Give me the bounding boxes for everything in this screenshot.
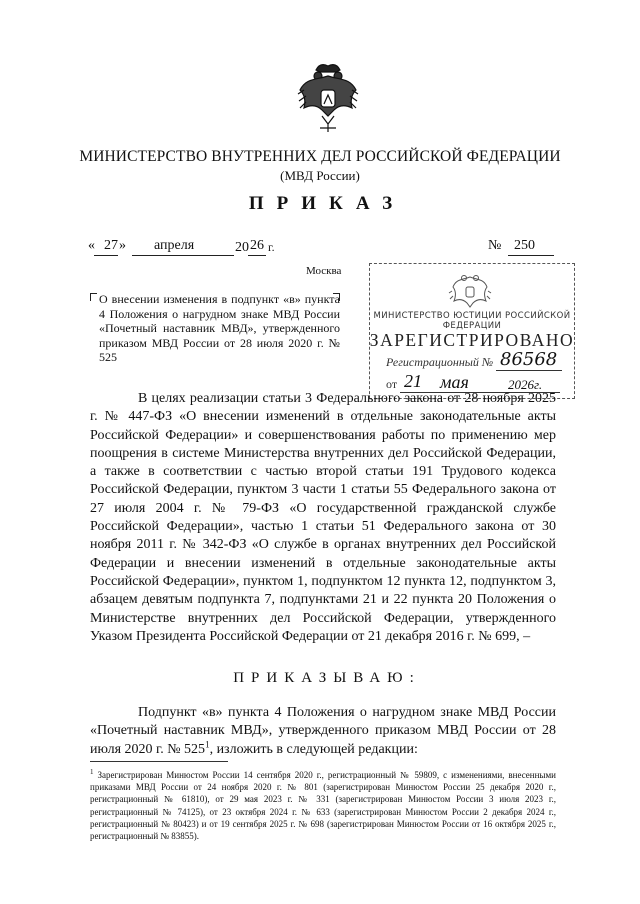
stamp-date-prefix: от: [386, 377, 398, 391]
date-close-quote: »: [119, 238, 126, 253]
footnote-divider: [90, 761, 228, 762]
footnote: [90, 766, 556, 842]
clause-1: [90, 704, 556, 759]
ministry-short-name: (МВД России): [280, 168, 360, 183]
state-emblem-icon: [296, 60, 360, 134]
date-day: 27: [104, 238, 118, 253]
footnote-mark: 1: [90, 768, 94, 776]
decree-heading: ПРИКАЗЫВАЮ:: [233, 670, 421, 686]
stamp-reg-number-label: Регистрационный №: [386, 355, 494, 369]
date-year-suffix: 26: [250, 238, 264, 253]
stamp-registered: ЗАРЕГИСТРИРОВАНО: [369, 330, 575, 350]
date-open-quote: «: [88, 238, 95, 253]
ministry-name: МИНИСТЕРСТВО ВНУТРЕННИХ ДЕЛ РОССИЙСКОЙ ФЕДЕРАЦИИ: [79, 148, 561, 165]
number-value: 250: [514, 238, 535, 253]
eagle-seal-icon: [448, 269, 492, 313]
footnote-text: Зарегистрирован Минюстом России 14 сентября 2020 г., регистрационный № 59809, с изменениями, внесенными приказами МВД России от 24 ноября 2020 г. № 801 (зарегистрирован Минюстом России 25 декабря 2020 г., регистрационный № 61810), от 29 мая 2023 г. № 331 (зарегистрирован Минюстом России 3 июля 2023 г., регистрационный № 74125), от 23 октября 2024 г. № 633 (зарегистрирован Минюстом России 2 декабря 2024 г., регистрационный № 80423) и от 19 сентября 2025 г. № 698 (зарегистрирован Минюстом России от 16 октября 2025 г., регистрационный № 83855).: [90, 770, 556, 842]
preamble-text: В целях реализации статьи 3 Федерального закона от 28 ноября 2025 г. № 447-ФЗ «О внесении изменений в отдельные законодательные акты Российской Федерации» и совершенствования работы по применению мер поощрения в системе Министерства внутренних дел Российской Федерации, а также в соответствии с частью второй статьи 191 Трудового кодекса Российской Федерации, пунктом 3 части 1 статьи 55 Федерального закона от 27 июля 2004 г. № 79-ФЗ «О государственной гражданской службе Российской Федерации», частью 1 статьи 51 Федерального закона от 30 ноября 2011 г. № 342-ФЗ «О службе в органах внутренних дел Российской Федерации и внесении изменений в отдельные законодательные акты Российской Федерации», пунктом 1, подпунктом 12 пункта 12, подпунктом 3, абзацем девятым подпункта 7, подпунктами 21 и 22 пункта 20 Положения о Министерстве внутренних дел Российской Федерации, утвержденного Указом Президента Российской Федерации от 21 декабря 2016 г. № 699, –: [90, 391, 556, 644]
stamp-date-month: мая: [440, 372, 469, 392]
clause-text-end: , изложить в следующей редакции:: [209, 741, 418, 757]
stamp-ministry-name: МИНИСТЕРСТВО ЮСТИЦИИ РОССИЙСКОЙ ФЕДЕРАЦИИ: [373, 311, 571, 331]
city: Москва: [306, 265, 342, 277]
stamp-date-day: 21: [404, 371, 422, 391]
order-subject: [90, 292, 340, 365]
subject-text: О внесении изменения в подпункт «в» пункта 4 Положения о нагрудном знаке МВД России «Почетный наставник МВД», утвержденного приказом МВД России от 28 июля 2020 г. № 525: [99, 292, 340, 365]
date-year-prefix: 20: [235, 240, 249, 255]
stamp-reg-number: 86568: [500, 349, 558, 370]
clause-text: Подпункт «в» пункта 4 Положения о нагрудном знаке МВД России «Почетный наставник МВД», утвержденного приказом МВД России от 28 июля 2020 г. № 525: [90, 705, 556, 757]
footnote-reference: 1: [205, 738, 210, 749]
preamble: [90, 390, 556, 646]
number-sign: №: [488, 238, 502, 253]
date-month: апреля: [154, 238, 195, 253]
date-year-mark: г.: [268, 240, 275, 254]
stamp-date-year: 2026г.: [508, 377, 543, 392]
document-title: ПРИКАЗ: [248, 193, 406, 214]
